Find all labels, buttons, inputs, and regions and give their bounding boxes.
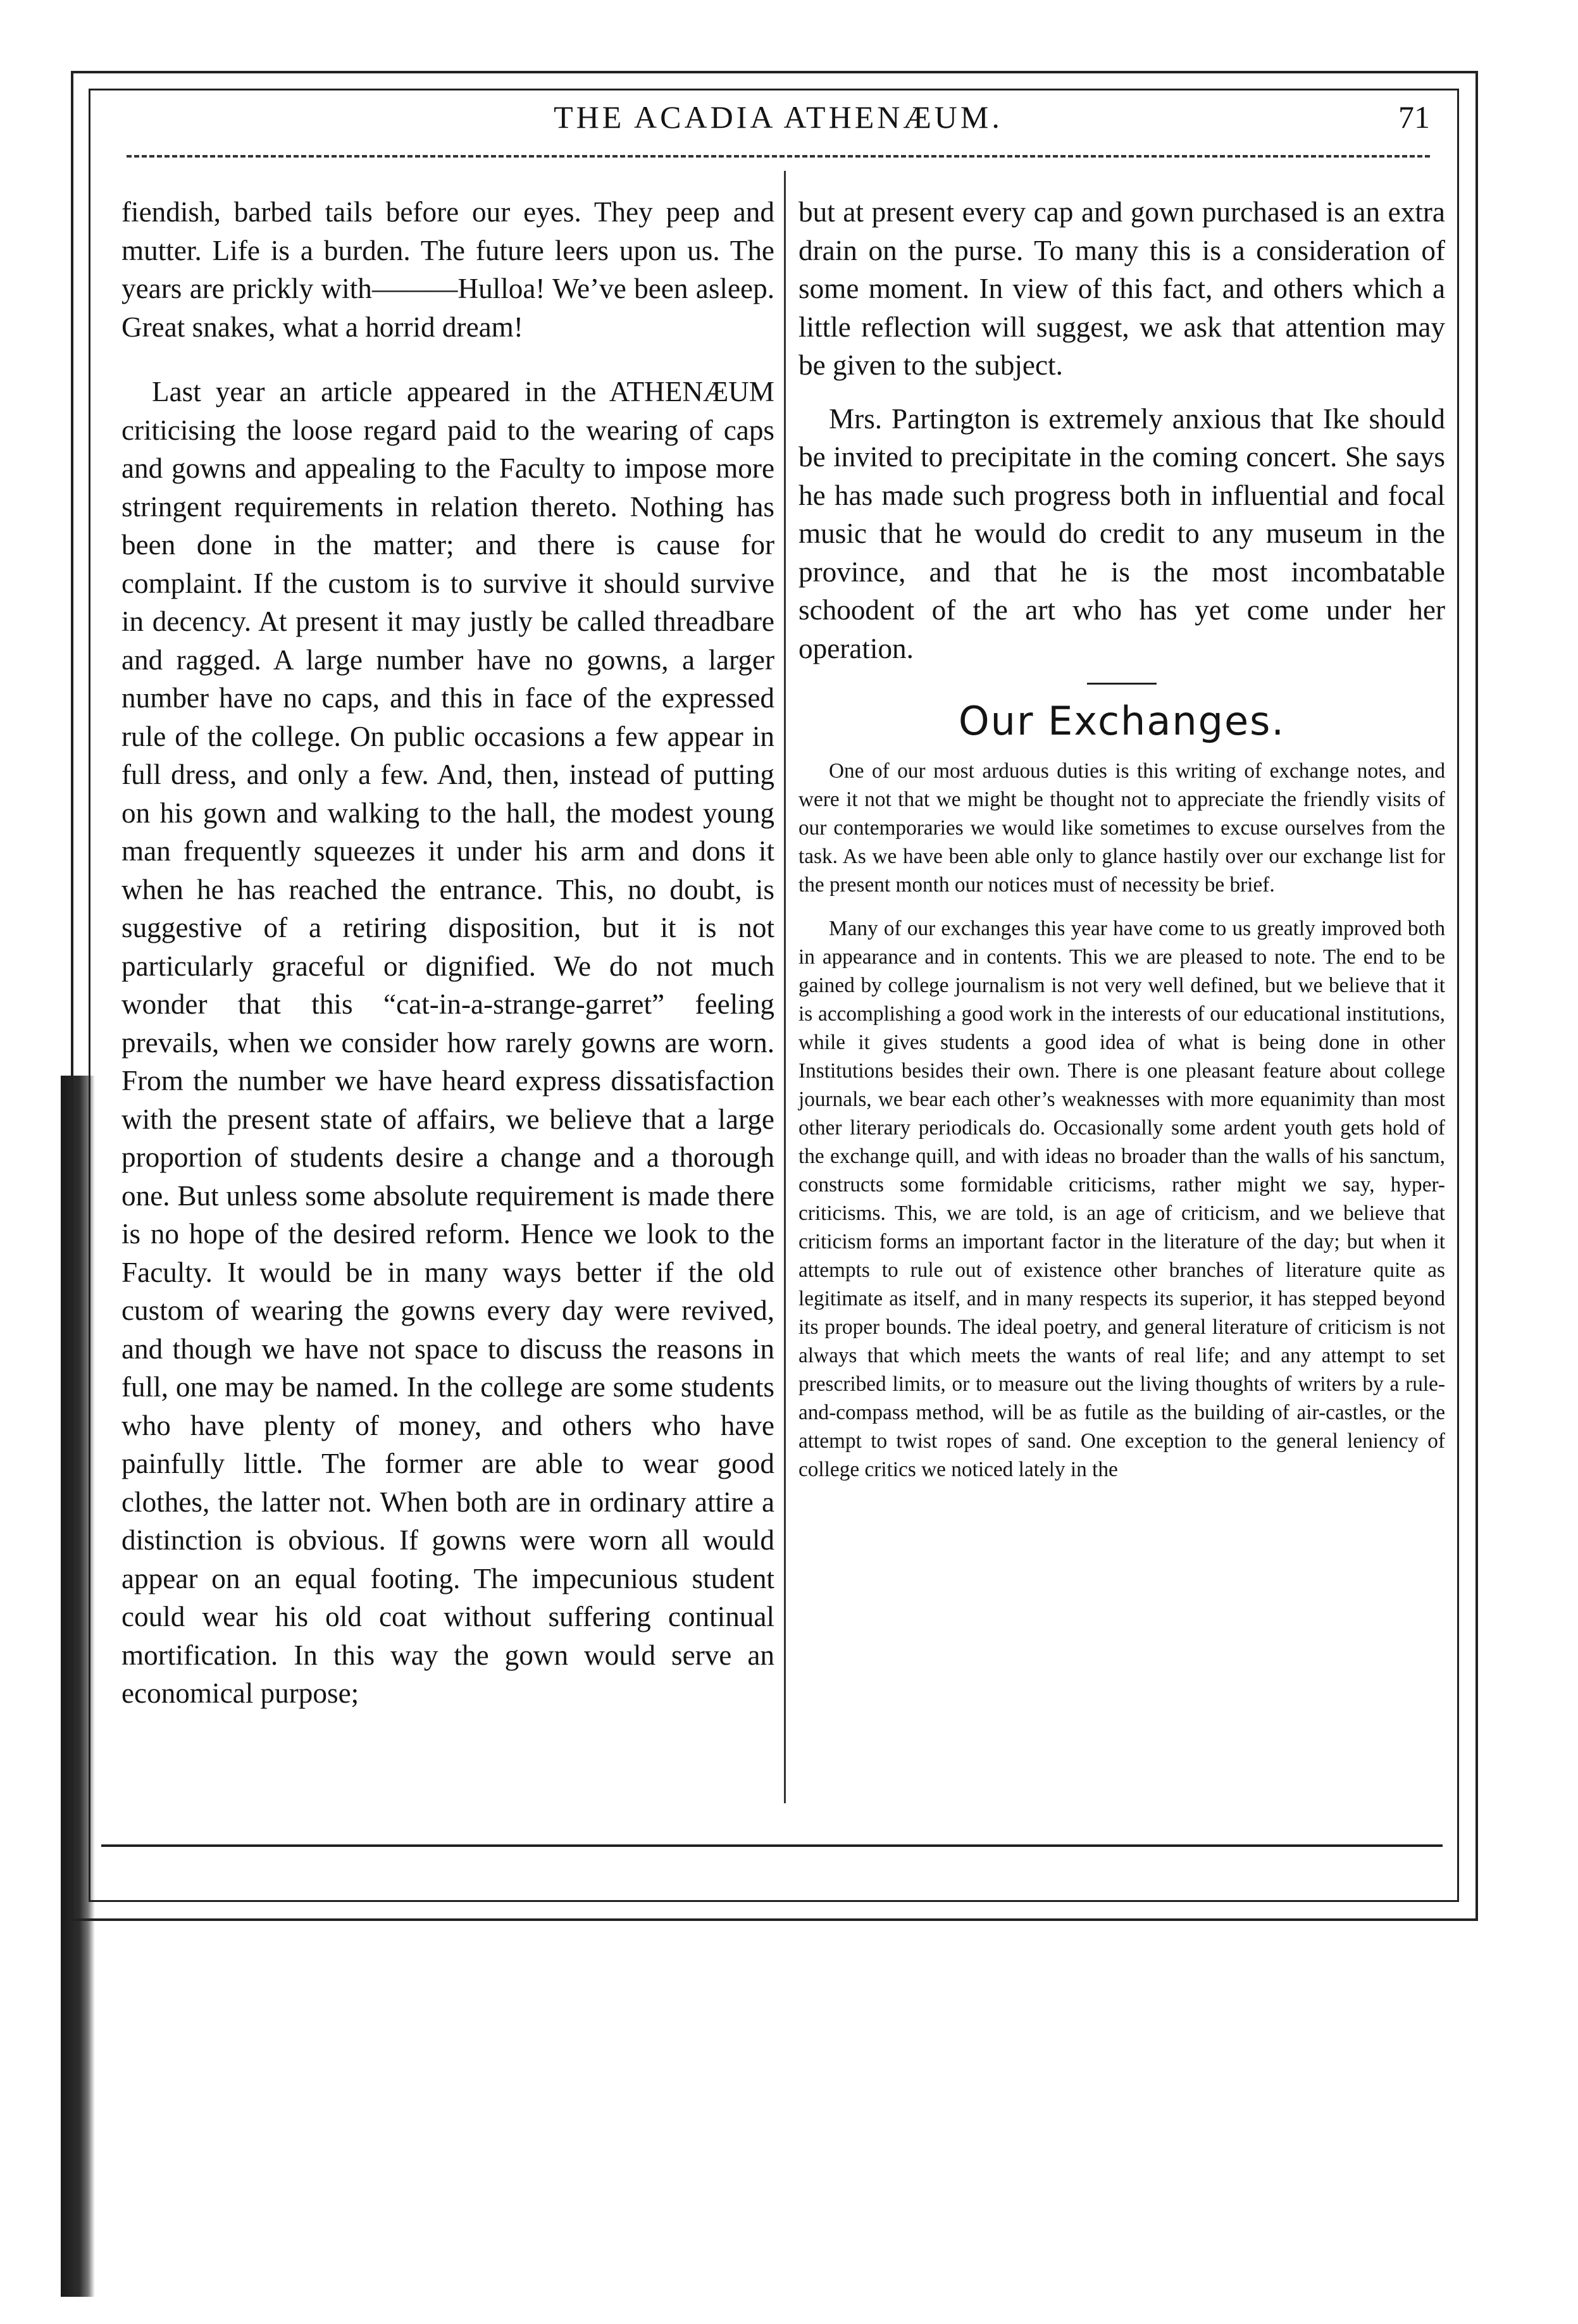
paragraph-partington: Mrs. Partington is extremely anxious that Ike should be invited to precipitate in the coming concert. She says he has made such progress both in influential and focal music that he would do credit to any museum in the province, and that he is the most incombatable schoodent of the art who has yet come under her operation. (798, 402, 1445, 664)
paragraph-caps-and-gowns: Last year an article appeared in the ATHENÆUM criticising the loose regard paid to the wearing of caps and gowns and appealing to the Faculty to impose more stringent requirements in relation thereto. Nothing has been done in the matter; and there is cause for complaint. If the custom is to survive it should survive in decency. At present it may justly be called threadbare and ragged. A large number have no gowns, a larger number have no caps, and this in face of the expressed rule of the college. On public occasions a few appear in full dress, and only a few. And, then, instead of putting on his gown and walking to the hall, the modest young man frequently squeezes it under his arm and dons it when he has reached the entrance. This, no doubt, is suggestive of a retiring disposition, but it is not particularly graceful or dignified. We do not much wonder that this “cat-in-a-strange-garret” feeling prevails, when we consider how rarely gowns are worn. From the number we have heard express dissatisfaction with the present state of affairs, we believe that a large proportion of students desire a change and a thorough one. But unless some absolute requirement is made there is no hope of the desired reform. Hence we look to the Faculty. It would be in many ways better if the old custom of wearing the gowns every day were revived, and though we have not space to discuss the reasons in full, one may be named. In the college are some students who have plenty of money, and others who have painfully little. The former are able to wear good clothes, the latter not. When both are in ordinary attire a distinction is obvious. If gowns were worn all would appear on an equal footing. The impecunious student could wear his old coat without suffering continual mortification. In this way the gown would serve an economical purpose; (121, 376, 774, 1709)
section-heading-exchanges: Our Exchanges. (958, 698, 1286, 744)
paragraph-exchange-notes: One of our most arduous duties is this writing of exchange notes, and were it not that we might be thought not to appreciate the friendly visits of our contemporaries we would like sometimes to excuse ourselves from the task. As we have been able only to glance hastily over our exchange list for the present month our notices must of necessity be brief. (798, 759, 1445, 897)
paragraph-college-journalism: Many of our exchanges this year have come to us greatly improved both in appearance and in contents. This we are pleased to note. The end to be gained by college journalism is not very well defined, but we believe that it is accomplishing a good work in the interests of our educational institutions, while it gives students a good idea of what is being done in other Institutions besides their own. There is one pleasant feature about college journals, we bear each other’s weaknesses with more equanimity than most other literary periodicals do. Occasionally some ardent youth gets hold of the exchange quill, and with ideas no broader than the walls of his sanctum, constructs some formidable criticisms, rather might we say, hyper-criticisms. This, we are told, is an age of criticism, and we believe that criticism forms an important factor in the literature of the day; but when it attempts to rule out of existence other branches of literature quite as legitimate as itself, and in many respects its superior, it has stepped beyond its proper bounds. The ideal poetry, and general literature of criticism is not always that which meets the wants of real life; and any attempt to set prescribed limits, or to measure out the living thoughts of writers by a rule-and-compass method, will be as futile as the building of air-castles, or the attempt to twist ropes of sand. One exception to the general leniency of college critics we noticed lately in the (798, 917, 1445, 1481)
page-header (127, 95, 1430, 146)
right-column (798, 193, 1445, 1484)
column-divider (784, 171, 786, 1803)
section-rule (1087, 683, 1157, 685)
paragraph-purse: but at present every cap and gown purchased is an extra drain on the purse. To many this is a consideration of some moment. In view of this fact, and others which a little reflection will suggest, we ask that attention may be given to the subject. (798, 196, 1445, 381)
left-column (121, 193, 774, 1713)
page-number: 71 (1398, 99, 1430, 135)
paragraph-gap (798, 899, 1445, 914)
header-rule (127, 155, 1430, 158)
bottom-rule (101, 1844, 1443, 1847)
running-title: THE ACADIA ATHENÆUM. (554, 99, 1003, 135)
paragraph-gap (798, 385, 1445, 400)
paragraph-gap (121, 346, 774, 373)
paragraph-dream: fiendish, barbed tails before our eyes. They peep and mutter. Life is a burden. The future leers upon us. The years are prickly with———Hulloa! We’ve been asleep. Great snakes, what a horrid dream! (121, 196, 774, 343)
